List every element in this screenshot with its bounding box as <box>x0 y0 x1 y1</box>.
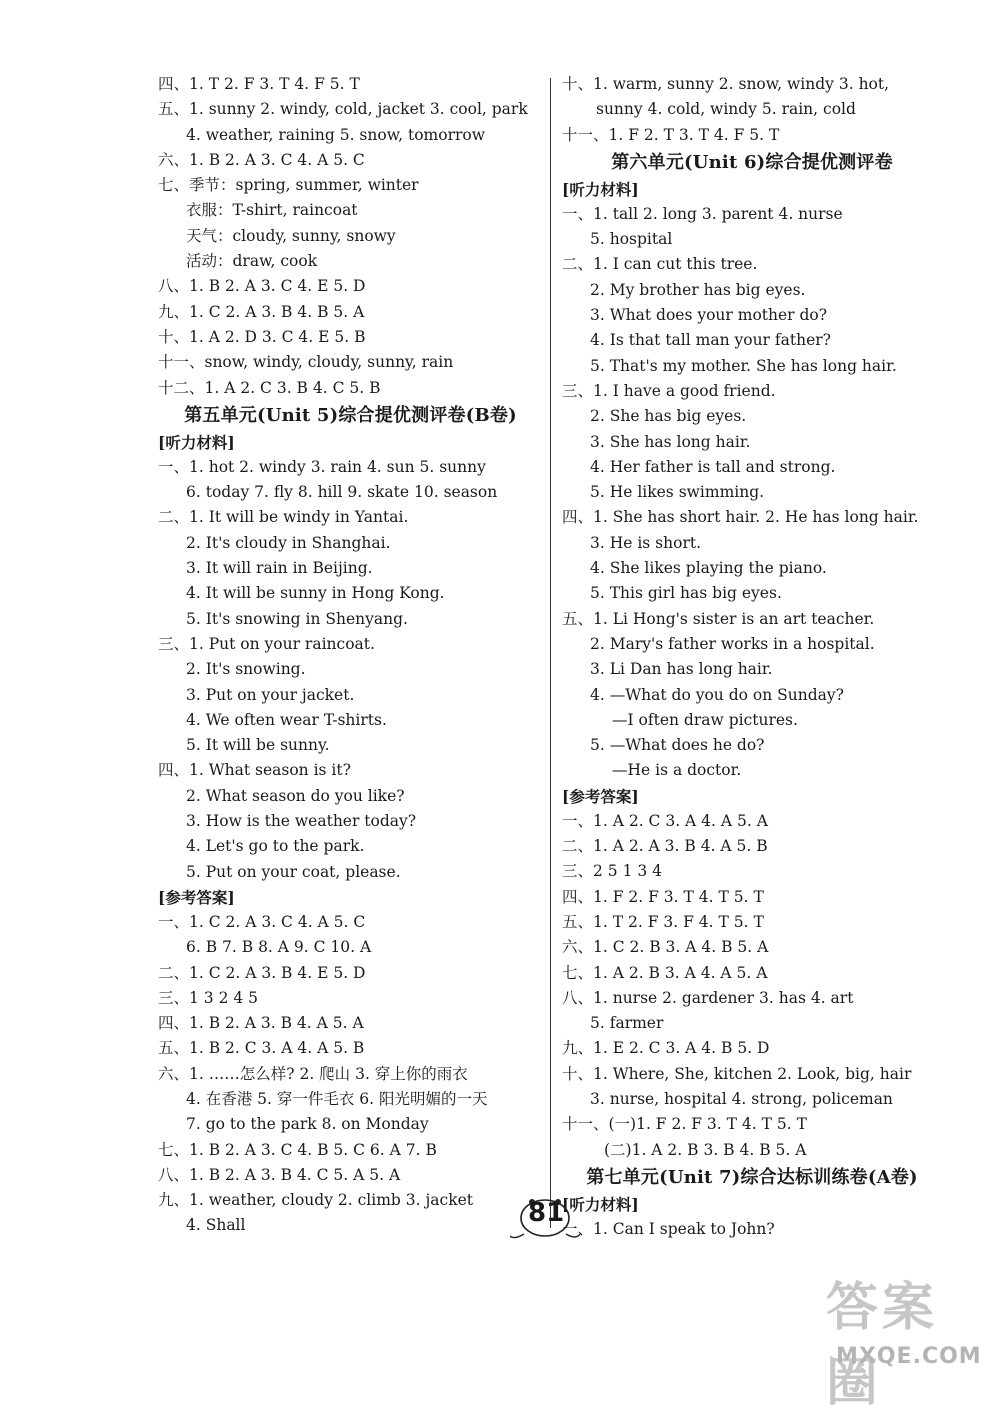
answer-line: 2. It's snowing. <box>186 660 306 679</box>
answer-line: 3. He is short. <box>590 533 702 552</box>
section-label: [参考答案] <box>562 786 639 806</box>
answer-line: 3. nurse, hospital 4. strong, policeman <box>590 1089 893 1108</box>
answer-line: 2. My brother has big eyes. <box>590 280 806 299</box>
answer-line: 一、1. tall 2. long 3. parent 4. nurse <box>562 204 843 223</box>
answer-line: 六、1. C 2. B 3. A 4. B 5. A <box>562 938 769 957</box>
answer-line: 一、1. Can I speak to John? <box>562 1219 775 1238</box>
answer-line: (二)1. A 2. B 3. B 4. B 5. A <box>604 1140 807 1159</box>
answer-line: 三、1. I have a good friend. <box>562 381 776 400</box>
section-heading: 第六单元(Unit 6)综合提优测评卷 <box>611 151 893 173</box>
answer-line: 3. What does your mother do? <box>590 306 828 325</box>
section-label: [听力材料] <box>158 432 235 452</box>
answer-line: 7. go to the park 8. on Monday <box>186 1115 429 1134</box>
answer-line: 一、1. A 2. C 3. A 4. A 5. A <box>562 811 768 830</box>
answer-line: 4. We often wear T-shirts. <box>186 710 387 729</box>
answer-line: 十一、(一)1. F 2. F 3. T 4. T 5. T <box>562 1115 807 1134</box>
answer-line: 活动：draw, cook <box>186 252 318 271</box>
section-label: [参考答案] <box>158 887 235 907</box>
answer-line: 4. Shall <box>186 1216 246 1235</box>
answer-line: 五、1. B 2. C 3. A 4. A 5. B <box>158 1039 365 1058</box>
answer-line: —He is a doctor. <box>612 761 742 780</box>
answer-line: 三、1 3 2 4 5 <box>158 988 259 1007</box>
answer-line: 七、1. B 2. A 3. C 4. B 5. C 6. A 7. B <box>158 1140 437 1159</box>
answer-line: 6. today 7. fly 8. hill 9. skate 10. season <box>186 483 498 502</box>
answer-line: 六、1. ……怎么样? 2. 爬山 3. 穿上你的雨衣 <box>158 1064 468 1083</box>
answer-line: 4. 在香港 5. 穿一件毛衣 6. 阳光明媚的一天 <box>186 1089 488 1108</box>
answer-line: 5. That's my mother. She has long hair. <box>590 356 897 375</box>
answer-line: 3. She has long hair. <box>590 432 751 451</box>
answer-line: 6. B 7. B 8. A 9. C 10. A <box>186 938 372 957</box>
answer-line: 4. —What do you do on Sunday? <box>590 685 844 704</box>
answer-line: 2. What season do you like? <box>186 786 405 805</box>
page-number: 81 <box>528 1198 565 1228</box>
answer-line: 3. Put on your jacket. <box>186 685 355 704</box>
answer-line: 5. It's snowing in Shenyang. <box>186 609 408 628</box>
answer-line: 4. Is that tall man your father? <box>590 331 831 350</box>
answer-line: 一、1. hot 2. windy 3. rain 4. sun 5. sunny <box>158 457 486 476</box>
answer-line: 4. weather, raining 5. snow, tomorrow <box>186 125 485 144</box>
answer-line: 2. Mary's father works in a hospital. <box>590 634 875 653</box>
answer-line: 十、1. warm, sunny 2. snow, windy 3. hot, <box>562 75 890 93</box>
answer-line: 五、1. Li Hong's sister is an art teacher. <box>562 609 875 628</box>
answer-line: 十、1. A 2. D 3. C 4. E 5. B <box>158 327 366 346</box>
answer-line: 5. He likes swimming. <box>590 483 765 502</box>
answer-line: 四、1. B 2. A 3. B 4. A 5. A <box>158 1014 364 1033</box>
answer-line: 天气：cloudy, sunny, snowy <box>186 226 396 245</box>
answer-line: 3. Li Dan has long hair. <box>590 660 773 679</box>
answer-line: 4. Her father is tall and strong. <box>590 457 836 476</box>
answer-line: 4. Let's go to the park. <box>186 837 365 856</box>
answer-line: 四、1. She has short hair. 2. He has long hair. <box>562 508 919 527</box>
answer-line: 衣服：T-shirt, raincoat <box>186 201 358 220</box>
answer-line: 十一、1. F 2. T 3. T 4. F 5. T <box>562 125 780 144</box>
answer-line: 3. How is the weather today? <box>186 812 417 831</box>
answer-line: 二、1. A 2. A 3. B 4. A 5. B <box>562 837 768 856</box>
answer-line: 八、1. B 2. A 3. C 4. E 5. D <box>158 277 366 296</box>
answer-line: —I often draw pictures. <box>612 710 798 729</box>
answer-line: 3. It will rain in Beijing. <box>186 559 373 578</box>
answer-line: 十、1. Where, She, kitchen 2. Look, big, hair <box>562 1064 912 1083</box>
answer-line: 四、1. What season is it? <box>158 761 351 780</box>
answer-line: 八、1. B 2. A 3. B 4. C 5. A 5. A <box>158 1165 401 1184</box>
answer-line: 5. hospital <box>590 230 673 249</box>
answer-line: 三、1. Put on your raincoat. <box>158 634 375 653</box>
answer-line: 四、1. F 2. F 3. T 4. T 5. T <box>562 887 764 906</box>
answer-line: 2. She has big eyes. <box>590 407 747 426</box>
watermark-url: MXQE.COM <box>836 1344 982 1369</box>
answer-line: 5. Put on your coat, please. <box>186 862 401 881</box>
answer-line: 5. This girl has big eyes. <box>590 584 782 603</box>
answer-line: 九、1. E 2. C 3. A 4. B 5. D <box>562 1039 770 1058</box>
answer-line: 一、1. C 2. A 3. C 4. A 5. C <box>158 912 366 931</box>
section-label: [听力材料] <box>562 179 639 199</box>
answer-line: sunny 4. cold, windy 5. rain, cold <box>596 100 856 119</box>
column-divider <box>550 78 551 1228</box>
answer-line: 三、2 5 1 3 4 <box>562 862 663 881</box>
answer-line: 5. —What does he do? <box>590 736 765 755</box>
answer-line: 二、1. It will be windy in Yantai. <box>158 508 409 527</box>
answer-line: 十一、snow, windy, cloudy, sunny, rain <box>158 353 454 372</box>
answer-line: 六、1. B 2. A 3. C 4. A 5. C <box>158 150 365 169</box>
right-column <box>562 72 942 1242</box>
left-column <box>158 72 543 1239</box>
answer-line: 九、1. weather, cloudy 2. climb 3. jacket <box>158 1191 473 1210</box>
answer-line: 4. She likes playing the piano. <box>590 559 827 578</box>
watermark-logo: 答案圈 <box>826 1278 939 1413</box>
answer-line: 5. It will be sunny. <box>186 736 330 755</box>
page-number-badge <box>510 1190 580 1250</box>
answer-line: 二、1. I can cut this tree. <box>562 255 758 274</box>
answer-line: 4. It will be sunny in Hong Kong. <box>186 584 445 603</box>
section-label: [听力材料] <box>562 1194 639 1214</box>
answer-line: 四、1. T 2. F 3. T 4. F 5. T <box>158 75 360 93</box>
answer-line: 七、1. A 2. B 3. A 4. A 5. A <box>562 963 768 982</box>
answer-line: 八、1. nurse 2. gardener 3. has 4. art <box>562 988 854 1007</box>
section-heading: 第七单元(Unit 7)综合达标训练卷(A卷) <box>586 1166 918 1188</box>
section-heading: 第五单元(Unit 5)综合提优测评卷(B卷) <box>184 404 517 426</box>
answer-line: 二、1. C 2. A 3. B 4. E 5. D <box>158 963 366 982</box>
answer-line: 2. It's cloudy in Shanghai. <box>186 533 391 552</box>
answer-line: 九、1. C 2. A 3. B 4. B 5. A <box>158 302 365 321</box>
answer-line: 五、1. T 2. F 3. F 4. T 5. T <box>562 912 764 931</box>
answer-line: 七、季节：spring, summer, winter <box>158 176 419 195</box>
answer-line: 十二、1. A 2. C 3. B 4. C 5. B <box>158 378 381 397</box>
watermark <box>816 1255 986 1413</box>
answer-line: 五、1. sunny 2. windy, cold, jacket 3. cool, park <box>158 100 528 119</box>
answer-line: 5. farmer <box>590 1014 664 1033</box>
